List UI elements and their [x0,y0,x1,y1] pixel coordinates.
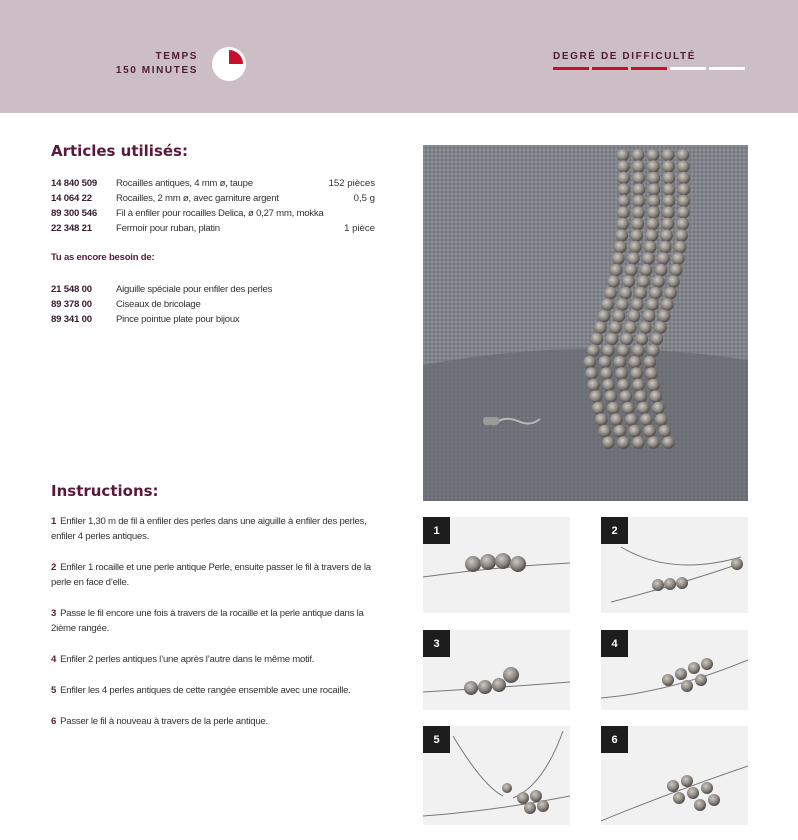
step-number: 2 [51,562,57,573]
bead [646,298,659,311]
instruction-step [51,683,371,698]
bead [617,149,630,162]
bead [619,390,632,403]
instruction-step [51,714,371,729]
article-qty: 152 pièces [328,178,375,189]
step-photo-6 [601,726,748,825]
header-band [0,0,798,113]
step-badge: 5 [423,726,450,753]
bead [654,321,667,334]
bead [643,356,656,369]
article-desc: Rocailles, 2 mm ø, avec garniture argent [116,193,279,204]
bead [616,218,629,231]
article-desc: Rocailles antiques, 4 mm ø, taupe [116,178,253,189]
bead [645,229,658,242]
bead [594,321,607,334]
bead [617,344,630,357]
bead [625,413,638,426]
bead [643,425,656,438]
bead [604,390,617,403]
article-code: 14 064 22 [51,193,92,204]
bead [630,367,643,380]
bead [634,287,647,300]
difficulty-segment [670,67,706,70]
step-number: 4 [51,654,57,665]
bead [617,436,630,449]
tool-desc: Ciseaux de bricolage [116,299,201,310]
bead [643,310,656,323]
difficulty-segment [592,67,628,70]
bead [613,425,626,438]
bead [591,333,604,346]
bracelet-illustration [423,145,748,501]
list-item [51,191,375,206]
bead [589,390,602,403]
tool-code: 89 378 00 [51,299,92,310]
list-item [51,297,375,312]
bead [645,367,658,380]
bead [677,172,690,185]
bead [657,252,670,265]
bead [646,218,659,231]
bead [634,390,647,403]
bead [640,413,653,426]
bead [617,172,630,185]
step-text: Passer le fil à nouveau à travers de la perle antique. [60,716,268,727]
bead [629,241,642,254]
bead [624,321,637,334]
bead [655,264,668,277]
bead [625,264,638,277]
bead [674,241,687,254]
bead [662,195,675,208]
bead [637,402,650,415]
bead [648,183,661,196]
article-desc: Fermoir pour ruban, platin [116,223,220,234]
step-number: 6 [51,716,57,727]
bead [613,356,626,369]
bead [600,367,613,380]
step-badge: 1 [423,517,450,544]
bead [651,333,664,346]
bead [677,195,690,208]
bead [652,275,665,288]
step-badge: 3 [423,630,450,657]
bead [631,218,644,231]
bead [595,413,608,426]
step-text: Enfiler les 4 perles antiques de cette rangée ensemble avec une rocaille. [60,685,351,696]
step-badge: 4 [601,630,628,657]
difficulty-meter [553,67,745,70]
bead [628,356,641,369]
bead [592,402,605,415]
bead [652,402,665,415]
article-qty: 1 pièce [344,223,375,234]
step-photo-5 [423,726,570,825]
instruction-step [51,560,371,590]
bead [619,287,632,300]
bead [598,310,611,323]
bead [660,229,673,242]
bead [649,287,662,300]
bead [606,333,619,346]
articles-list [51,176,375,236]
bead [658,310,671,323]
bead [647,436,660,449]
tool-code: 21 548 00 [51,284,92,295]
bead [677,149,690,162]
step-text: Enfiler 2 perles antiques l’une après l’autre dans le même motif. [60,654,315,665]
bead [647,195,660,208]
article-qty: 0,5 g [353,193,375,204]
instruction-step [51,652,371,667]
bead [631,298,644,311]
bead [585,367,598,380]
list-item [51,221,375,236]
time-label: TEMPS [155,51,198,62]
bead [658,425,671,438]
bead [663,183,676,196]
tool-code: 89 341 00 [51,314,92,325]
bead [622,275,635,288]
list-item [51,176,375,191]
bead [662,172,675,185]
bead [602,379,615,392]
step-number: 3 [51,608,57,619]
article-code: 22 348 21 [51,223,92,234]
article-qty [335,206,375,221]
bead [607,402,620,415]
list-item [51,312,375,327]
bead [672,252,685,265]
bead [647,379,660,392]
step-text: Enfiler 1,30 m de fil à enfiler des perles dans une aiguille à enfiler des perles, enfiler 4 perles antiques. [51,516,367,542]
bead [610,264,623,277]
bead [661,298,674,311]
article-code: 14 840 509 [51,178,98,189]
bead [617,206,630,219]
bead [664,287,677,300]
clock-icon [212,47,246,81]
bead [612,252,625,265]
bead [640,264,653,277]
articles-title: Articles utilisés: [51,142,188,160]
tool-desc: Pince pointue plate pour bijoux [116,314,240,325]
bead [632,436,645,449]
bead [670,264,683,277]
bead [632,195,645,208]
list-item [51,282,375,297]
bead [604,287,617,300]
time-value: 150 MINUTES [115,65,198,76]
difficulty-segment [631,67,667,70]
bead [676,218,689,231]
bead [627,252,640,265]
bead [601,298,614,311]
bead [613,310,626,323]
bead [617,379,630,392]
bead [609,321,622,334]
bead [587,344,600,357]
step-number: 1 [51,516,57,527]
step-photo-3 [423,630,570,710]
step-number: 5 [51,685,57,696]
instruction-step [51,606,371,636]
step-text: Passe le fil encore une fois à travers de la rocaille et la perle antique dans la 2ième rangée. [51,608,364,634]
bead [647,206,660,219]
bead [636,333,649,346]
step-photo-1 [423,517,570,613]
step-badge: 6 [601,726,628,753]
bead [662,160,675,173]
bead [632,149,645,162]
bead [677,160,690,173]
bead [598,356,611,369]
bead [630,229,643,242]
bead [598,425,611,438]
bead [661,218,674,231]
difficulty-label: DEGRÉ DE DIFFICULTÉ [553,51,696,62]
tools-list [51,282,375,327]
article-desc: Fil à enfiler pour rocailles Delica, ø 0,27 mm, mokka [116,208,324,219]
step-badge: 2 [601,517,628,544]
instructions-title: Instructions: [51,482,159,500]
bead [617,195,630,208]
bead [628,310,641,323]
instructions-list [51,514,371,745]
bead [678,183,691,196]
bead [675,229,688,242]
tools-title: Tu as encore besoin de: [51,252,155,263]
bead [618,183,631,196]
bead [628,425,641,438]
bead [644,241,657,254]
bead [632,206,645,219]
instruction-step [51,514,371,544]
bead [621,333,634,346]
bead [667,275,680,288]
bracelet-photo [423,145,748,501]
bead [587,379,600,392]
bead [647,344,660,357]
bead [662,436,675,449]
bead [632,160,645,173]
bead [610,413,623,426]
bead [583,356,596,369]
article-code: 89 300 546 [51,208,98,219]
difficulty-segment [553,67,589,70]
bead [647,149,660,162]
bead [642,252,655,265]
bead [614,241,627,254]
bead [649,390,662,403]
bead [615,229,628,242]
bead [677,206,690,219]
bead [647,160,660,173]
step-photo-2 [601,517,748,613]
bead [662,206,675,219]
bead [602,344,615,357]
bead [639,321,652,334]
bead [607,275,620,288]
difficulty-segment [709,67,745,70]
bead [615,367,628,380]
step-text: Enfiler 1 rocaille et une perle antique Perle, ensuite passer le fil à travers de la perle en face d’elle. [51,562,371,588]
bead [659,241,672,254]
bead [647,172,660,185]
bead [616,298,629,311]
bead [655,413,668,426]
tool-desc: Aiguille spéciale pour enfiler des perles [116,284,273,295]
list-item [51,206,375,221]
bead [632,344,645,357]
bead [622,402,635,415]
bead [602,436,615,449]
bead [632,172,645,185]
bead [617,160,630,173]
bead [637,275,650,288]
step-photo-4 [601,630,748,710]
bead [633,183,646,196]
bead [662,149,675,162]
bead [632,379,645,392]
